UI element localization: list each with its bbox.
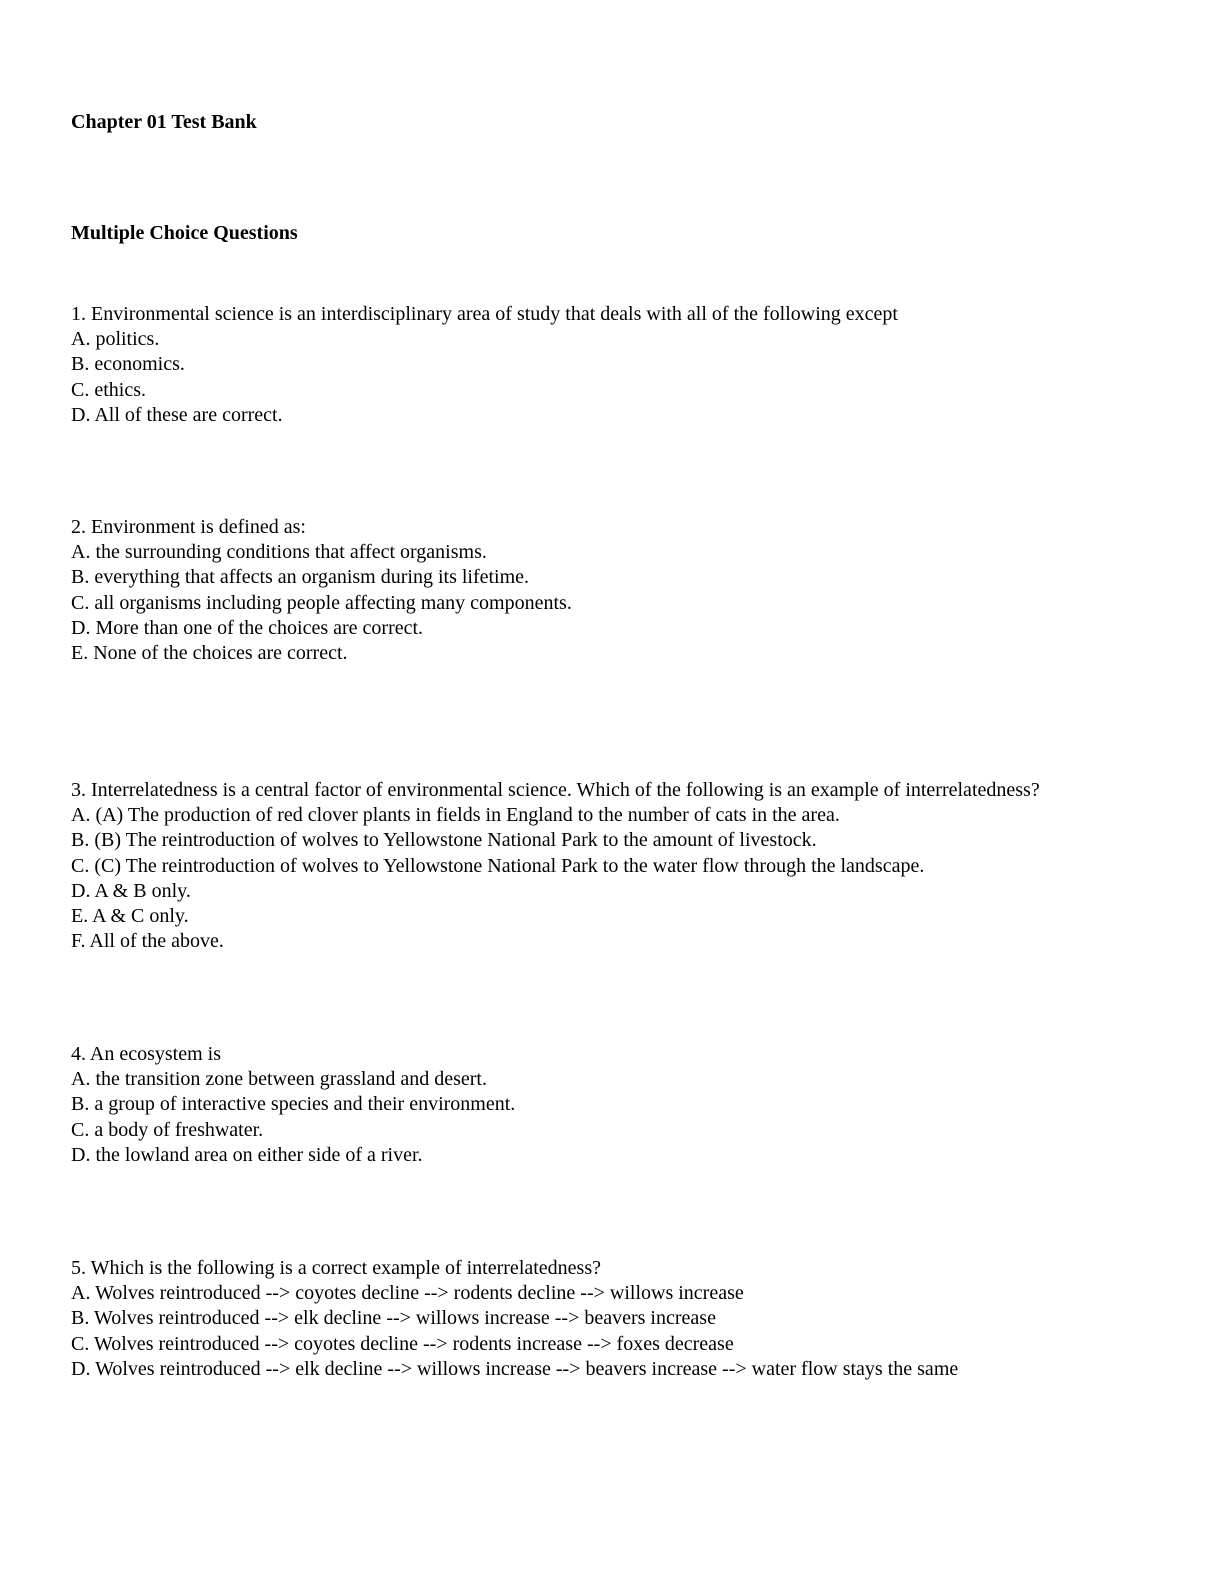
question-stem: 2. Environment is defined as: bbox=[71, 516, 306, 538]
section-heading: Multiple Choice Questions bbox=[71, 222, 298, 244]
answer-option: A. Wolves reintroduced --> coyotes decline --> rodents decline --> willows increase bbox=[71, 1282, 744, 1305]
question-stem: 1. Environmental science is an interdisciplinary area of study that deals with all of the following except bbox=[71, 303, 898, 325]
answer-option: D. All of these are correct. bbox=[71, 403, 283, 426]
answer-option: D. A & B only. bbox=[71, 879, 191, 902]
document-title: Chapter 01 Test Bank bbox=[71, 111, 257, 133]
answer-option: D. More than one of the choices are correct. bbox=[71, 616, 424, 639]
answer-option: B. (B) The reintroduction of wolves to Yellowstone National Park to the amount of livestock. bbox=[71, 829, 817, 852]
question-3 bbox=[71, 778, 1191, 954]
answer-option: B. a group of interactive species and their environment. bbox=[71, 1093, 516, 1116]
question-stem: 3. Interrelatedness is a central factor of environmental science. Which of the following is an example of interrelatedness? bbox=[71, 779, 1040, 801]
answer-option: D. Wolves reintroduced --> elk decline --> willows increase --> beavers increase --> water flow stays the same bbox=[71, 1357, 959, 1380]
answer-option: C. ethics. bbox=[71, 378, 146, 401]
answer-option: A. the transition zone between grassland and desert. bbox=[71, 1068, 487, 1091]
answer-option: C. a body of freshwater. bbox=[71, 1118, 264, 1141]
answer-option: A. (A) The production of red clover plants in fields in England to the number of cats in the area. bbox=[71, 804, 840, 827]
answer-option: A. the surrounding conditions that affect organisms. bbox=[71, 541, 487, 564]
question-stem: 5. Which is the following is a correct example of interrelatedness? bbox=[71, 1257, 601, 1279]
answer-option: D. the lowland area on either side of a river. bbox=[71, 1143, 423, 1166]
answer-option: B. Wolves reintroduced --> elk decline --> willows increase --> beavers increase bbox=[71, 1307, 716, 1330]
answer-option: C. (C) The reintroduction of wolves to Yellowstone National Park to the water flow through the landscape. bbox=[71, 854, 925, 877]
answer-option: C. all organisms including people affecting many components. bbox=[71, 591, 572, 614]
question-4 bbox=[71, 1042, 1191, 1168]
answer-option: E. None of the choices are correct. bbox=[71, 642, 348, 665]
answer-option: E. A & C only. bbox=[71, 905, 189, 928]
question-stem: 4. An ecosystem is bbox=[71, 1043, 221, 1065]
answer-option: C. Wolves reintroduced --> coyotes decline --> rodents increase --> foxes decrease bbox=[71, 1332, 734, 1355]
answer-option: A. politics. bbox=[71, 328, 160, 351]
question-5 bbox=[71, 1256, 1191, 1382]
answer-option: F. All of the above. bbox=[71, 930, 224, 953]
answer-option: B. everything that affects an organism during its lifetime. bbox=[71, 566, 530, 589]
answer-option: B. economics. bbox=[71, 353, 185, 376]
question-1 bbox=[71, 302, 1191, 428]
question-2 bbox=[71, 515, 1191, 666]
